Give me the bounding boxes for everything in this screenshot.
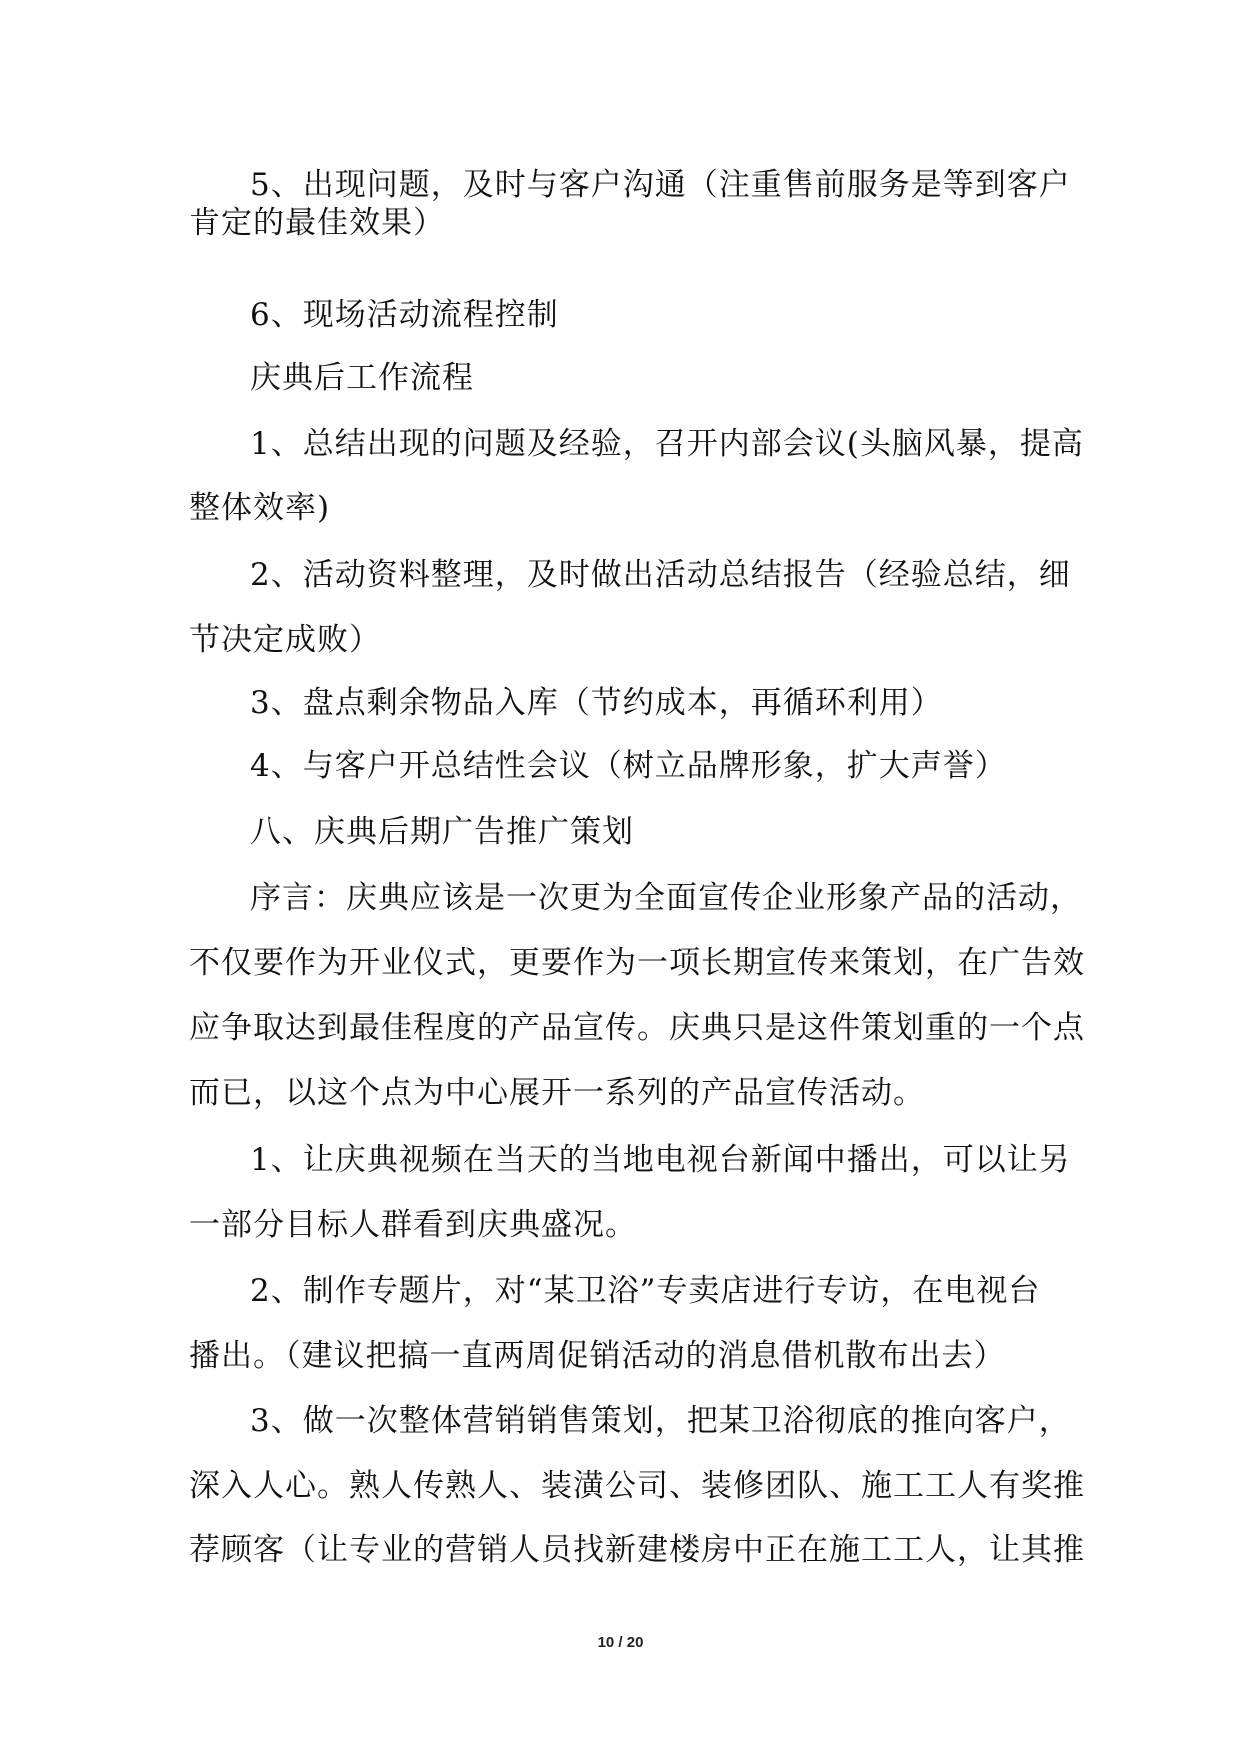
section-heading: 八、庆典后期广告推广策划 <box>250 814 634 850</box>
paragraph-line: 3、做一次整体营销销售策划，把某卫浴彻底的推向客户， <box>250 1403 1071 1439</box>
paragraph-line: 一部分目标人群看到庆典盛况。 <box>189 1207 637 1243</box>
paragraph-line: 深入人心。熟人传熟人、装潢公司、装修团队、施工工人有奖推 <box>189 1468 1085 1504</box>
paragraph-line: 荐顾客（让专业的营销人员找新建楼房中正在施工工人，让其推 <box>189 1532 1085 1568</box>
paragraph-line: 2、活动资料整理，及时做出活动总结报告（经验总结，细 <box>250 557 1071 593</box>
paragraph-line: 1、总结出现的问题及经验，召开内部会议(头脑风暴，提高 <box>250 426 1084 462</box>
paragraph-line: 5、出现问题，及时与客户沟通（注重售前服务是等到客户 <box>250 167 1071 203</box>
paragraph-line: 不仅要作为开业仪式，更要作为一项长期宣传来策划，在广告效 <box>189 945 1085 981</box>
paragraph-line: 序言：庆典应该是一次更为全面宣传企业形象产品的活动， <box>250 880 1082 916</box>
paragraph-line: 而已，以这个点为中心展开一系列的产品宣传活动。 <box>189 1075 925 1111</box>
paragraph-line: 1、让庆典视频在当天的当地电视台新闻中播出，可以让另 <box>250 1142 1071 1178</box>
page-number: 10 / 20 <box>597 1634 644 1651</box>
paragraph-line: 应争取达到最佳程度的产品宣传。庆典只是这件策划重的一个点 <box>189 1010 1085 1046</box>
paragraph-line: 整体效率) <box>189 490 331 526</box>
paragraph-line: 播出。（建议把搞一直两周促销活动的消息借机散布出去） <box>189 1338 1006 1374</box>
paragraph-line: 节决定成败） <box>189 622 381 658</box>
paragraph-line: 3、盘点剩余物品入库（节约成本，再循环利用） <box>250 685 943 721</box>
section-heading: 庆典后工作流程 <box>250 360 474 396</box>
paragraph-line: 肯定的最佳效果） <box>189 205 445 241</box>
paragraph-line: 4、与客户开总结性会议（树立品牌形象，扩大声誉） <box>250 748 1007 784</box>
paragraph-line: 6、现场活动流程控制 <box>250 297 559 333</box>
paragraph-line: 2、制作专题片，对“某卫浴”专卖店进行专访，在电视台 <box>250 1273 1041 1309</box>
